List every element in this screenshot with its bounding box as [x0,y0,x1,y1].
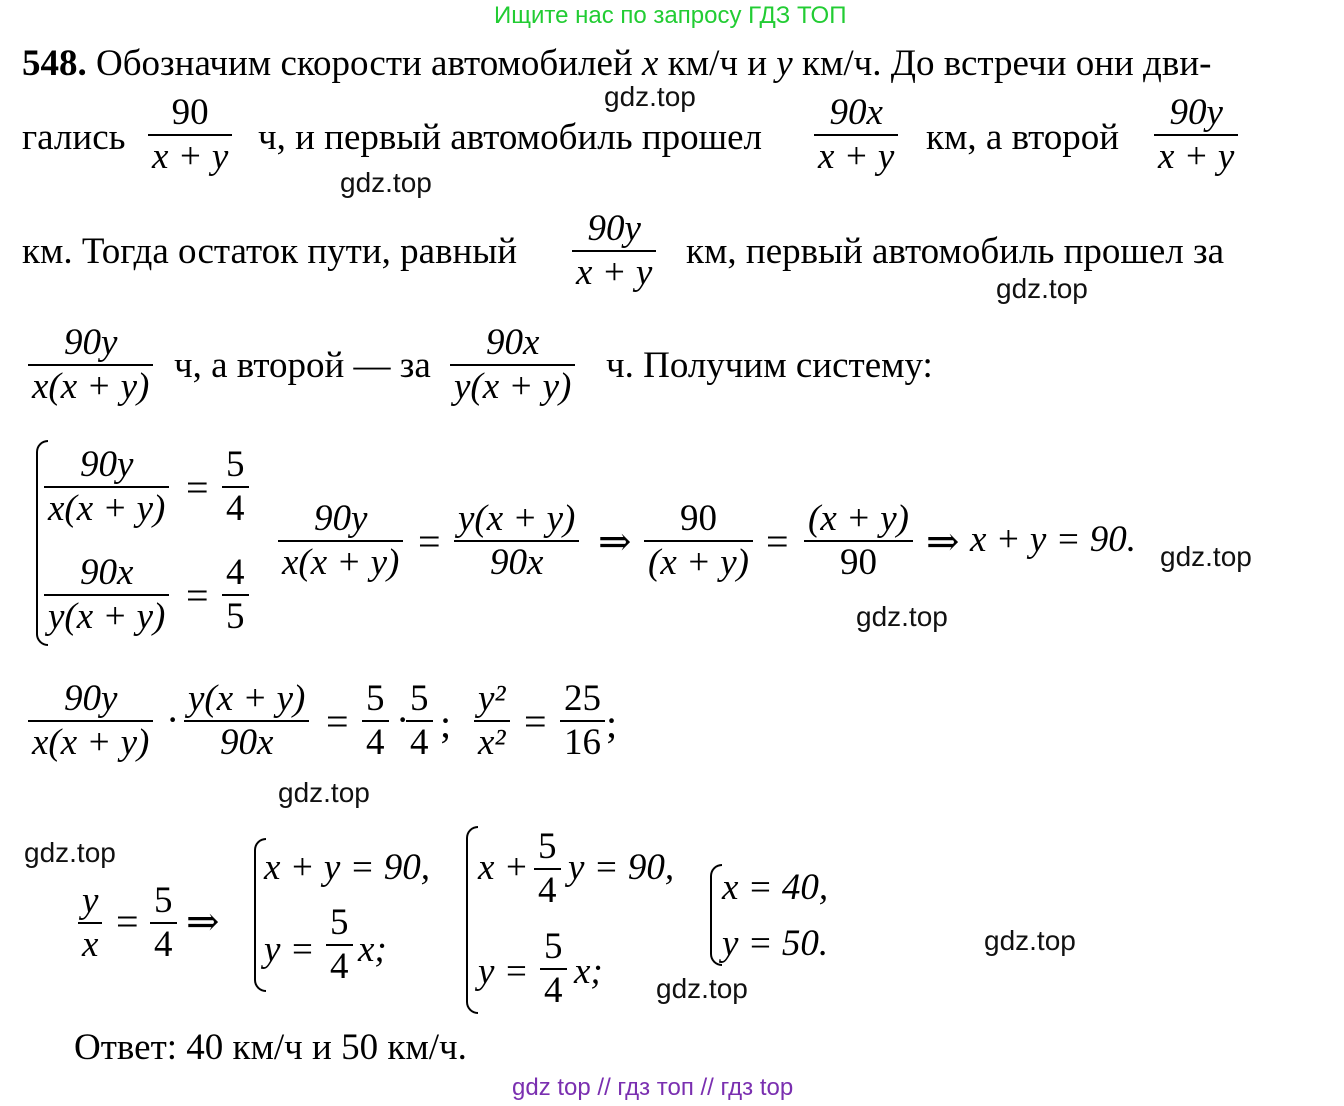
equals-sign: = [116,899,139,944]
sys1-eq1-lhs: 90y x(x + y) [44,446,169,528]
sysA-line2a: y = [264,929,315,970]
equals-sign: = [326,699,349,744]
final-yx: y x [78,882,102,964]
deriv1-a: 90y x(x + y) [278,500,403,582]
watermark: gdz.top [24,837,116,868]
var-x: x [642,43,659,84]
text-line3-end: км, первый автомобиль прошел за [686,231,1225,272]
watermark: gdz.top [340,167,432,198]
dot-operator: · [166,697,180,742]
deriv2-b: y(x + y) 90x [184,680,309,762]
sys1-eq1-rhs: 5 4 [222,446,249,528]
text-line1-end: км/ч. До встречи они дви- [801,43,1212,84]
sysB-frac2: 5 4 [540,928,567,1010]
fraction-distance-1: 90x x + y [814,94,898,176]
equals-sign: = [418,519,441,564]
watermark: gdz.top [604,81,696,112]
fraction-time-2: 90x y(x + y) [450,324,575,406]
implies-arrow: ⇒ [926,519,960,564]
sys1-eq2-lhs: 90x y(x + y) [44,554,169,636]
dot-operator: · [396,697,410,742]
implies-arrow: ⇒ [598,519,632,564]
fraction-distance-2: 90y x + y [1154,94,1238,176]
deriv1-c: 90 (x + y) [644,500,753,582]
deriv1-d: (x + y) 90 [804,500,913,582]
var-y: y [776,43,793,84]
system-brace-c [710,864,722,966]
fraction-time-1: 90y x(x + y) [28,324,153,406]
text-line4-mid: ч, а второй — за [174,345,431,386]
text-line3-start: км. Тогда остаток пути, равный [22,231,518,272]
sysA-line1: x + y = 90, [264,847,431,888]
system-brace-b [466,826,478,1014]
text-line2-mid: ч, и первый автомобиль прошел [258,117,763,158]
semicolon: ; [606,701,618,746]
header-search-link[interactable]: Ищите нас по запросу ГДЗ ТОП [494,2,847,29]
sysC-line2: y = 50. [722,923,829,964]
fraction-remaining: 90y x + y [572,210,656,292]
sysC-line1: x = 40, [722,867,829,908]
sysA-frac: 5 4 [326,904,353,986]
sysA-line2b: x; [358,929,387,970]
sysB-line2a: y = [478,951,529,992]
footer-links[interactable]: gdz top // гдз топ // гдз top [512,1074,794,1101]
sysB-line1b: y = 90, [568,847,675,888]
watermark: gdz.top [856,601,948,632]
text-line2-start: гались [22,117,126,158]
text-line1: Обозначим скорости автомобилей [96,43,633,84]
deriv2-a: 90y x(x + y) [28,680,153,762]
deriv2-f1: 5 4 [362,680,389,762]
deriv1-result: x + y = 90. [970,519,1137,560]
equals-sign: = [524,699,547,744]
answer-line: Ответ: 40 км/ч и 50 км/ч. [74,1027,467,1068]
sysB-line2b: x; [574,951,603,992]
implies-arrow: ⇒ [186,899,220,944]
watermark: gdz.top [278,777,370,808]
sysB-frac1: 5 4 [534,828,561,910]
equals-sign: = [186,573,209,618]
text-line4-end: ч. Получим систему: [606,345,933,386]
sys1-eq2-rhs: 4 5 [222,554,249,636]
watermark: gdz.top [1160,541,1252,572]
fraction-meet-time: 90 x + y [148,94,232,176]
watermark: gdz.top [656,973,748,1004]
equals-sign: = [186,465,209,510]
problem-line-1 [22,44,1211,84]
equals-sign: = [766,519,789,564]
deriv2-sq: y² x² [474,680,510,762]
watermark: gdz.top [984,925,1076,956]
problem-number: 548. [22,43,87,84]
sysB-line1a: x + [478,847,529,888]
watermark: gdz.top [996,273,1088,304]
deriv2-f2: 5 4 [406,680,433,762]
text-kmh: км/ч и [667,43,768,84]
semicolon: ; [440,701,452,746]
deriv1-b: y(x + y) 90x [454,500,579,582]
text-line2-km: км, а второй [926,117,1120,158]
final-yx-rhs: 5 4 [150,882,177,964]
deriv2-r: 25 16 [560,680,605,762]
